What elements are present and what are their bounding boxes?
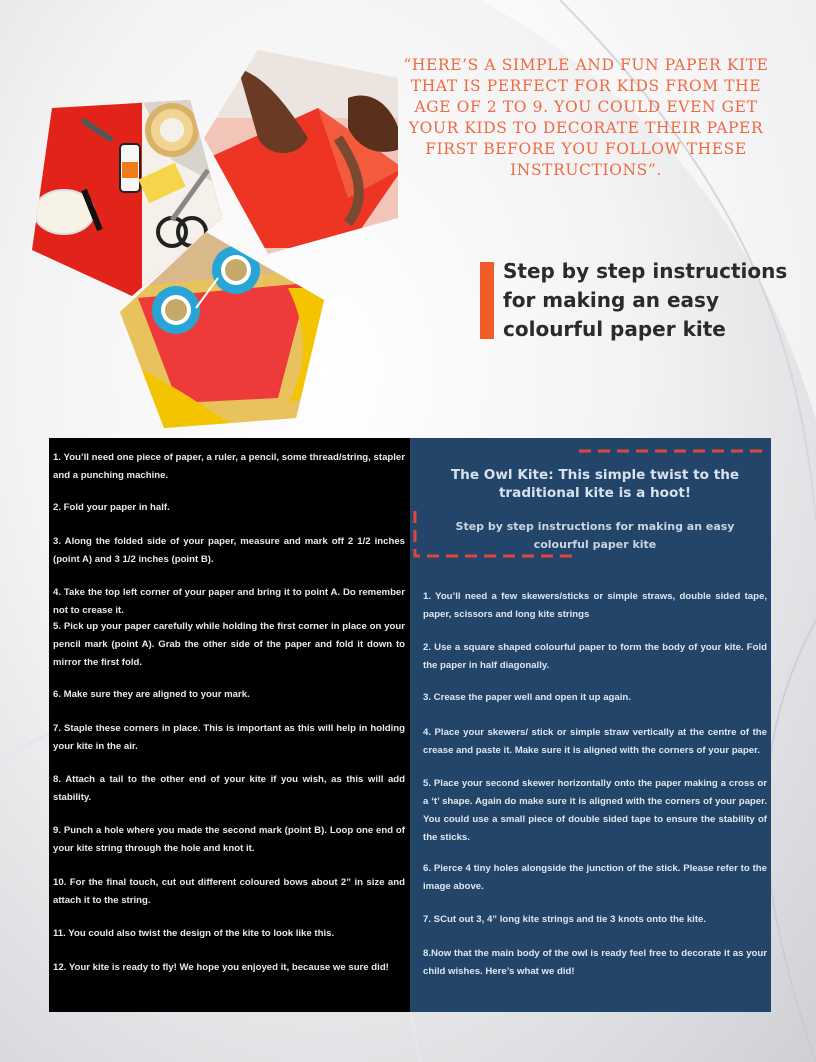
- step-item: 6. Make sure they are aligned to your mark.: [53, 689, 250, 700]
- step-item: 6. Pierce 4 tiny holes alongside the junction of the stick. Please refer to the image above.: [423, 863, 767, 892]
- page-heading: Step by step instructions for making an easy colourful paper kite: [503, 259, 788, 341]
- owl-kite-panel: [410, 438, 771, 1012]
- owl-kite-photo: [118, 228, 330, 433]
- step-item: 1. You’ll need a few skewers/sticks or simple straws, double sided tape, paper, scissors and long kite strings: [423, 591, 767, 620]
- step-item: 11. You could also twist the design of the kite to look like this.: [53, 928, 335, 939]
- step-item: 3. Along the folded side of your paper, measure and mark off 2 1/2 inches (point A) and 3 1/2 inches (point B).: [53, 536, 405, 565]
- step-item: 1. You’ll need one piece of paper, a ruler, a pencil, some thread/string, stapler and a punching machine.: [53, 452, 405, 481]
- owl-kite-title: The Owl Kite: This simple twist to the traditional kite is a hoot!: [450, 467, 740, 501]
- step-item: 12. Your kite is ready to fly! We hope you enjoyed it, because we sure did!: [53, 962, 389, 973]
- intro-quote: “HERE’S A SIMPLE AND FUN PAPER KITE THAT IS PERFECT FOR KIDS FROM THE AGE OF 2 TO 9. YOU COULD EVEN GET YOUR KIDS TO DECORATE THEIR PAPER FIRST BEFORE YOU FOLLOW THESE INSTRUCTIONS”.: [403, 56, 769, 179]
- heading-accent-bar: [480, 262, 494, 339]
- folding-photo: [198, 48, 408, 258]
- step-item: 2. Fold your paper in half.: [53, 502, 170, 513]
- step-item: 3. Crease the paper well and open it up again.: [423, 692, 631, 703]
- step-item: 4. Take the top left corner of your paper and bring it to point A. Do remember not to crease it.: [53, 587, 405, 616]
- step-item: 9. Punch a hole where you made the second mark (point B). Loop one end of your kite string through the hole and knot it.: [53, 825, 405, 854]
- step-item: 5. Pick up your paper carefully while holding the first corner in place on your pencil mark (point A). Grab the other side of the paper and fold it down to mirror the first fold.: [53, 621, 405, 668]
- step-item: 10. For the final touch, cut out different coloured bows about 2” in size and attach it to the string.: [53, 877, 405, 906]
- step-item: 7. SCut out 3, 4” long kite strings and tie 3 knots onto the kite.: [423, 914, 707, 925]
- step-item: 7. Staple these corners in place. This is important as this will help in holding your kite in the air.: [53, 723, 405, 752]
- basic-kite-panel: [49, 438, 410, 1012]
- step-item: 5. Place your second skewer horizontally onto the paper making a cross or a ‘t’ shape. Again do make sure it is aligned with the corners of your paper. You could use a small piece of double sided tape to ensure the stability of the sticks.: [423, 778, 767, 843]
- step-item: 4. Place your skewers/ stick or simple straw vertically at the centre of the crease and paste it. Make sure it is aligned with the corners of your paper.: [423, 727, 767, 756]
- step-item: 8. Attach a tail to the other end of your kite if you wish, as this will add stability.: [53, 774, 405, 803]
- owl-kite-subtitle: Step by step instructions for making an easy colourful paper kite: [455, 520, 735, 551]
- step-item: 8.Now that the main body of the owl is ready feel free to decorate it as your child wishes. Here’s what we did!: [423, 948, 767, 977]
- step-item: 2. Use a square shaped colourful paper to form the body of your kite. Fold the paper in half diagonally.: [423, 642, 767, 671]
